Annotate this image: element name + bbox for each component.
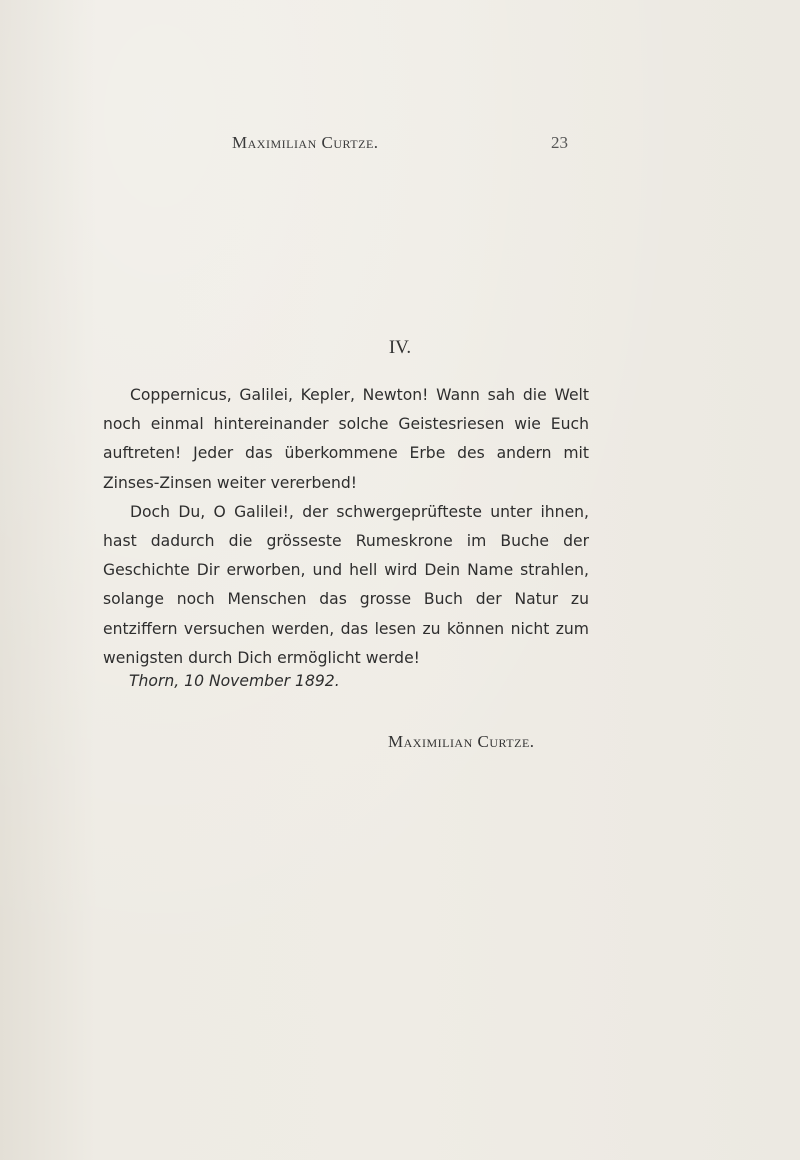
- body-text: [103, 381, 589, 673]
- running-head-author: Maximilian Curtze.: [232, 133, 379, 152]
- signature: Maximilian Curtze.: [388, 732, 535, 751]
- paragraph-1: Coppernicus, Galilei, Kepler, Newton! Wann sah die Welt noch einmal hintereinander solche Geistesriesen wie Euch auftreten! Jeder das überkommene Erbe des andern mit Zinses-Zinsen weiter vererbend!: [103, 386, 589, 492]
- page-number: 23: [551, 133, 568, 152]
- dateline: Thorn, 10 November 1892.: [129, 672, 340, 690]
- section-title: IV.: [388, 337, 412, 358]
- paragraph-2: Doch Du, O Galilei!, der schwergeprüfteste unter ihnen, hast dadurch die grösseste Rumeskrone im Buche der Geschichte Dir erworben, und hell wird Dein Name strahlen, solange noch Menschen das grosse Buch der Natur zu entziffern versuchen werden, das lesen zu können nicht zum wenigsten durch Dich ermöglicht werde!: [103, 502, 589, 667]
- running-head: [0, 133, 800, 157]
